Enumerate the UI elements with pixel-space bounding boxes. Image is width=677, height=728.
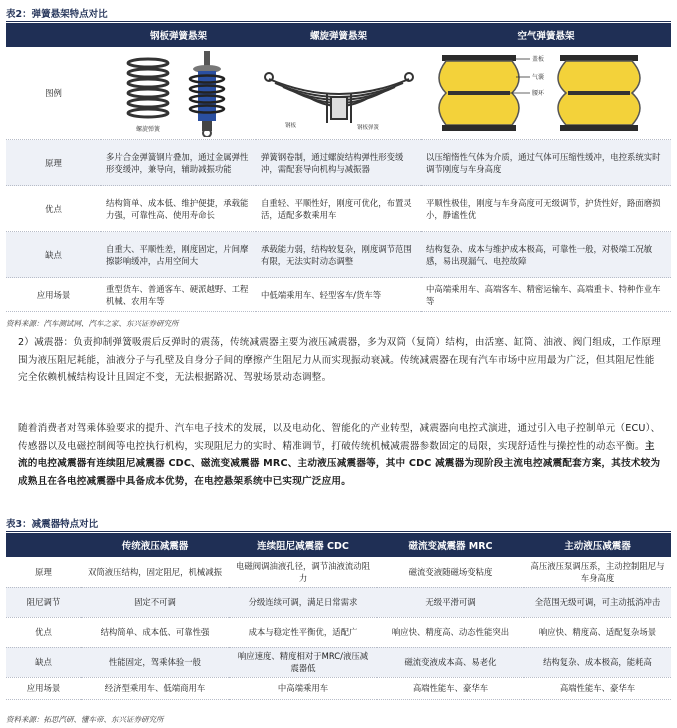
table3-top-rule — [6, 531, 671, 532]
leaf-spring-image — [256, 47, 421, 140]
table3-cell: 无级平滑可调 — [377, 587, 524, 617]
table3-row — [6, 647, 671, 677]
table3-cell: 磁流变液随磁场变粘度 — [377, 557, 524, 587]
shock-absorber-drawing — [190, 51, 224, 137]
table2-cell: 自重大、平顺性差，刚度固定，片间摩擦影响缓冲，占用空间大 — [101, 232, 256, 278]
leaf-left-label: 钢板 — [285, 123, 297, 129]
table3-header-mrc: 磁流变减震器 MRC — [377, 533, 524, 557]
table3-cell: 经济型乘用车、低端商用车 — [81, 677, 229, 699]
table3-cell: 高端性能车、豪华车 — [524, 677, 671, 699]
table2-cell: 自重轻、平顺性好，刚度可优化，布置灵活，适配多数乘用车 — [256, 186, 421, 232]
table3-cell: 磁流变液成本高、易老化 — [377, 647, 524, 677]
air-spring-image — [421, 47, 671, 140]
table3-header-row — [6, 533, 671, 557]
paragraph-plain-text: 随着消费者对驾乘体验要求的提升、汽车电子技术的发展，以及电动化、智能化的产业转型，减震器向电控式演进，通过引入电子控制单元（ECU）、传感器以及电磁控制阀等电控执行机构，实现阻尼力的实时、精准调节，打破传统机械减震器参数固定的局限，实现舒适性与操控性的动态平衡。 — [18, 423, 661, 452]
table2-top-rule — [6, 21, 671, 22]
table3-cell: 固定不可调 — [81, 587, 229, 617]
coil-spring-drawing — [128, 59, 168, 117]
table2-cell: 中低端乘用车、轻型客车/货车等 — [256, 278, 421, 312]
table3-cell: 分级连续可调，满足日常需求 — [229, 587, 377, 617]
table2-cell: 结构简单、成本低、维护便捷，承载能力强，可靠性高、使用寿命长 — [101, 186, 256, 232]
table3-cell: 结构简单、成本低、可靠性强 — [81, 617, 229, 647]
table2-cell: 以压缩惰性气体为介质，通过气体可压缩性缓冲，电控系统实时调节刚度与车身高度 — [421, 140, 671, 186]
table3-row — [6, 617, 671, 647]
table3-cell: 结构复杂、成本极高，能耗高 — [524, 647, 671, 677]
table3-row-label: 阻尼调节 — [6, 587, 81, 617]
table2-header-air: 空气弹簧悬架 — [421, 23, 671, 47]
table3-cell: 成本与稳定性平衡优，适配广 — [229, 617, 377, 647]
table3-cell: 高端性能车、豪华车 — [377, 677, 524, 699]
table2-row — [6, 140, 671, 186]
table3-row — [6, 587, 671, 617]
table2-cell: 多片合金弹簧钢片叠加，通过金属弹性形变缓冲，兼导向，辅助减振功能 — [101, 140, 256, 186]
table3-cell: 全范围无级可调，可主动抵消冲击 — [524, 587, 671, 617]
spring-suspension-table — [6, 23, 671, 312]
table2-row-label: 缺点 — [6, 232, 101, 278]
coil-tag-label: 螺旋弹簧 — [136, 126, 161, 133]
table3-cell: 高压液压泵调压系，主动控制阻尼与车身高度 — [524, 557, 671, 587]
table2-caption: 表2：弹簧悬架特点对比 — [6, 9, 108, 20]
table3-header-blank — [6, 533, 81, 557]
paragraph-bold-text: 主流的电控减震器有连续阻尼减震器 CDC、磁流变减震器 MRC、主动液压减震器等，其中 CDC 减震器为现阶段主流电控减震配套方案，其技术较为成熟且在各电控减震器中具备成本优势，在电控悬架系统中已实现广泛应用。 — [18, 440, 661, 487]
table3-source: 资料来源：拓思汽研、懂车帝、东兴证券研究所 — [6, 715, 164, 724]
table2-image-row — [6, 47, 671, 140]
table3-cell: 中高端乘用车 — [229, 677, 377, 699]
table3-row-label: 优点 — [6, 617, 81, 647]
table3-caption: 表3：减震器特点对比 — [6, 519, 99, 530]
table2-header-blank — [6, 23, 101, 47]
table2-cell: 重型货车、普通客车、硬派越野、工程机械、农用车等 — [101, 278, 256, 312]
table3-header-hydraulic: 传统液压减震器 — [81, 533, 229, 557]
table2-cell: 弹簧钢卷制，通过螺旋结构弹性形变缓冲，需配套导向机构与减振器 — [256, 140, 421, 186]
table2-row — [6, 232, 671, 278]
table3-row-label: 原理 — [6, 557, 81, 587]
damper-comparison-table — [6, 533, 671, 700]
table2-row-label: 应用场景 — [6, 278, 101, 312]
table2-row-label: 优点 — [6, 186, 101, 232]
table3-header-cdc: 连续阻尼减震器 CDC — [229, 533, 377, 557]
table3-header-active: 主动液压减震器 — [524, 533, 671, 557]
table3-cell: 性能固定，驾乘体验一般 — [81, 647, 229, 677]
table2-header-coil: 螺旋弹簧悬架 — [256, 23, 421, 47]
table3-cell: 响应快、精度高、适配复杂场景 — [524, 617, 671, 647]
table2-cell: 中高端乘用车、高端客车、精密运输车、高端重卡、特种作业车等 — [421, 278, 671, 312]
air-top-label: 盖板 — [532, 56, 545, 63]
air-spring-left-drawing — [439, 55, 519, 131]
air-mid-label: 气囊 — [532, 74, 545, 81]
leaf-spring-drawing — [265, 73, 413, 123]
table3-row — [6, 557, 671, 587]
table2-header-leaf: 钢板弹簧悬架 — [101, 23, 256, 47]
table2-source: 资料来源：汽车测试网、汽车之家、东兴证券研究所 — [6, 319, 179, 328]
air-spring-right-drawing — [558, 55, 640, 131]
table2-header-row — [6, 23, 671, 47]
table2-cell: 承载能力弱，结构较复杂，刚度调节范围有限，无法实时动态调整 — [256, 232, 421, 278]
paragraph-damper-intro: 2）减震器：负责抑制弹簧吸震后反弹时的震荡，传统减震器主要为液压减震器，多为双筒（复筒）结构，由活塞、缸筒、油液、阀门组成，工作原理围为液压阻尼耗能，油液分子与孔壁及自身分子间的摩擦产生阻尼力从而实现振动衰减。传统减震器在现有汽车市场中应用最为广泛，但其阻尼性能完全依赖机械结构设计且固定不变，无法根据路况、驾驶场景动态调整。 — [18, 337, 661, 383]
table3-cell: 响应速度、精度相对于MRC/液压减震器低 — [229, 647, 377, 677]
table3-row — [6, 677, 671, 699]
air-bottom-label: 腰环 — [532, 90, 545, 97]
table2-row — [6, 278, 671, 312]
table3-row-label: 缺点 — [6, 647, 81, 677]
coil-spring-shock-image — [101, 47, 256, 140]
table2-row-label: 原理 — [6, 140, 101, 186]
leaf-right-label: 钢板弹簧 — [357, 125, 380, 131]
table3-row-label: 应用场景 — [6, 677, 81, 699]
table2-row-label: 图例 — [6, 47, 101, 140]
table3-cell: 响应快、精度高、动态性能突出 — [377, 617, 524, 647]
paragraph-electronic-damper — [18, 420, 664, 490]
table2-cell: 平顺性极佳，刚度与车身高度可无级调节，护货性好，路面磨损小，静谧性优 — [421, 186, 671, 232]
table2-row — [6, 186, 671, 232]
table2-cell: 结构复杂、成本与维护成本极高，可靠性一般，对极端工况敏感，易出现漏气、电控故障 — [421, 232, 671, 278]
table3-cell: 电磁阀调油液孔径，调节油液流动阻力 — [229, 557, 377, 587]
table3-cell: 双筒液压结构，固定阻尼，机械减振 — [81, 557, 229, 587]
